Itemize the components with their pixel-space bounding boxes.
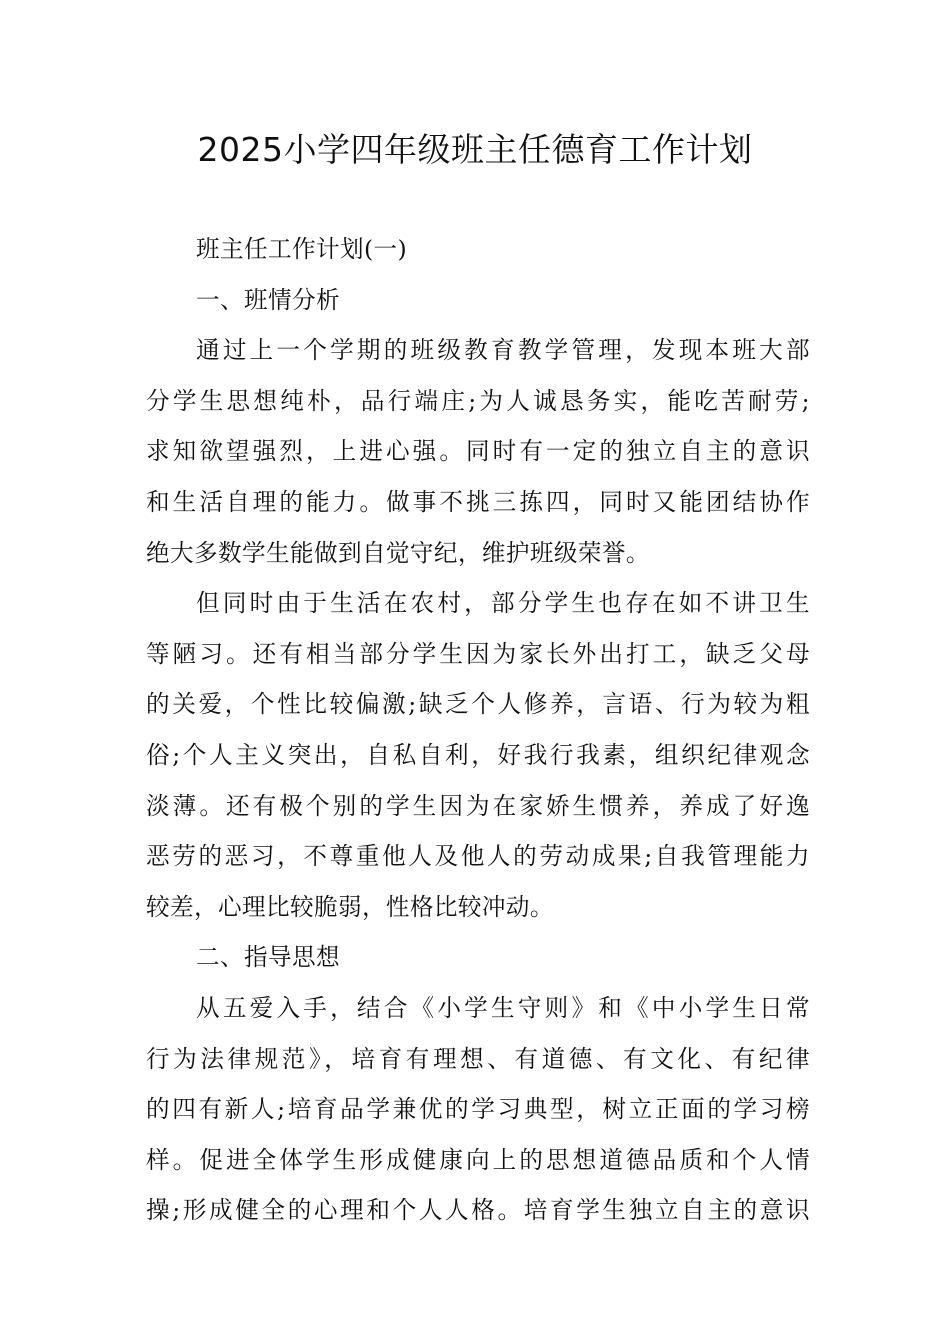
paragraph-line: 通过上一个学期的班级教育教学管理，发现本班大部 [196,336,810,365]
section-subtitle: 班主任工作计划(一) [196,235,408,263]
paragraph-line: 较差，心理比较脆弱，性格比较冲动。 [146,892,554,921]
paragraph-line: 和生活自理的能力。做事不挑三拣四，同时又能团结协作 [146,487,810,516]
paragraph-line: 绝大多数学生能做到自觉守纪，维护班级荣誉。 [146,538,650,567]
paragraph-line: 操;形成健全的心理和个人人格。培育学生独立自主的意识 [146,1196,810,1225]
paragraph-line: 的四有新人;培育品学兼优的学习典型，树立正面的学习榜 [146,1095,810,1124]
paragraph-line: 分学生思想纯朴，品行端庄;为人诚恳务实，能吃苦耐劳; [146,386,810,415]
paragraph-line: 的关爱，个性比较偏激;缺乏个人修养，言语、行为较为粗 [146,690,810,719]
paragraph-line: 淡薄。还有极个别的学生因为在家娇生惯养，养成了好逸 [146,791,810,820]
paragraph-line: 但同时由于生活在农村，部分学生也存在如不讲卫生 [196,589,810,618]
paragraph-line: 求知欲望强烈，上进心强。同时有一定的独立自主的意识 [146,437,810,466]
document-body [146,224,810,1236]
paragraph-line: 行为法律规范》，培育有理想、有道德、有文化、有纪律 [146,1044,810,1073]
paragraph-line: 样。促进全体学生形成健康向上的思想道德品质和个人情 [146,1145,810,1174]
document-title: 2025小学四年级班主任德育工作计划 [197,130,753,169]
paragraph-line: 俗;个人主义突出，自私自利，好我行我素，组织纪律观念 [146,740,810,769]
paragraph-line: 从五爱入手，结合《小学生守则》和《中小学生日常 [196,993,810,1022]
section-heading: 二、指导思想 [196,943,340,972]
paragraph-line: 等陋习。还有相当部分学生因为家长外出打工，缺乏父母 [146,639,810,668]
section-heading: 一、班情分析 [196,285,340,314]
paragraph-line: 恶劳的恶习，不尊重他人及他人的劳动成果;自我管理能力 [146,842,810,871]
